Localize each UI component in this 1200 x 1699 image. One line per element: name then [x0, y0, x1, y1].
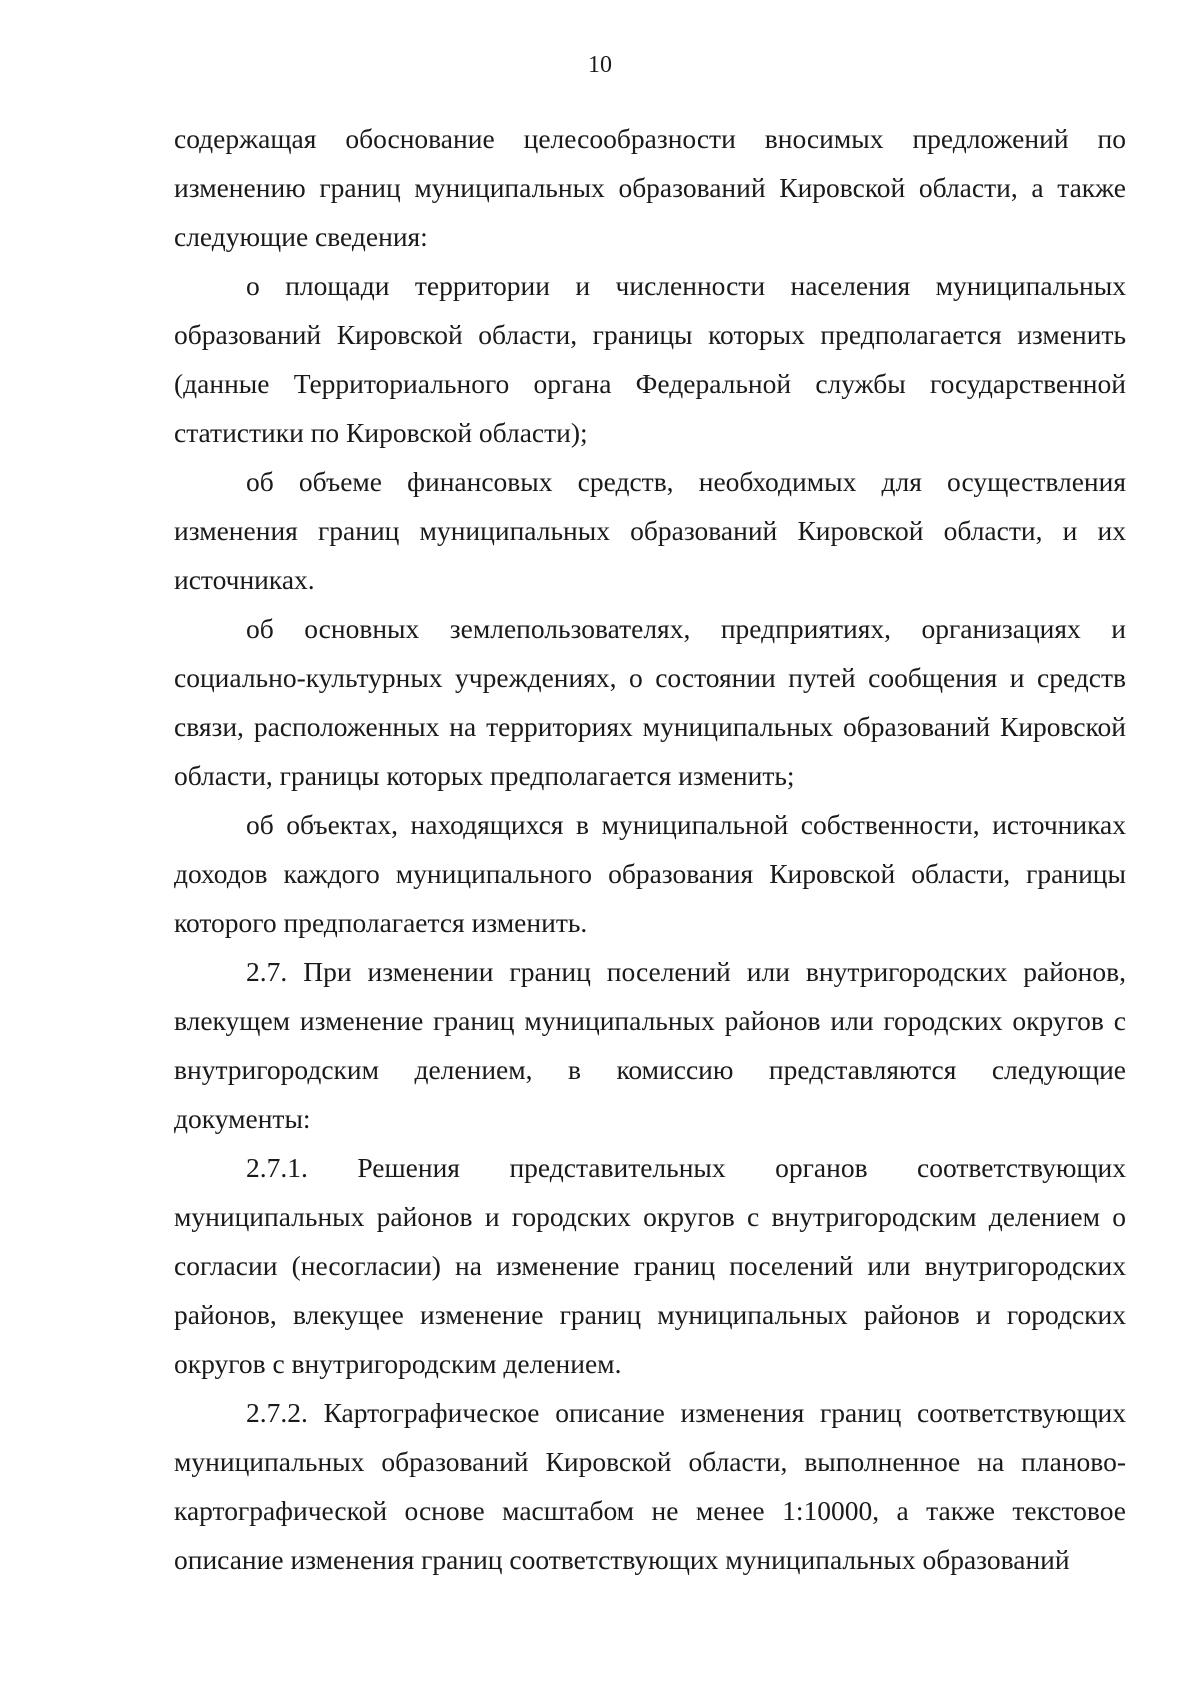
- paragraph-continuation: содержащая обоснование целесообразности вносимых предложений по изменению границ муниципальных образований Кировской области, а также следующие сведения:: [174, 123, 1126, 252]
- paragraph-section-2-7-1: 2.7.1. Решения представительных органов соответствующих муниципальных районов и городских округов с внутригородским делением о согласии (несогласии) на изменение границ поселений или внутригородских районов, влекущее изменение границ муниципальных районов и городских округов с внутригородским делением.: [174, 1152, 1126, 1379]
- paragraph-section-2-7: 2.7. При изменении границ поселений или внутригородских районов, влекущем изменение границ муниципальных районов или городских округов с внутригородским делением, в комиссию представляются следующие документы:: [174, 956, 1126, 1134]
- paragraph-area-population: о площади территории и численности населения муниципальных образований Кировской области, границы которых предполагается изменить (данные Территориального органа Федеральной службы государственной статистики по Кировской области);: [174, 270, 1126, 448]
- document-body: [174, 114, 1126, 1584]
- paragraph-section-2-7-2: 2.7.2. Картографическое описание изменения границ соответствующих муниципальных образований Кировской области, выполненное на планово-картографической основе масштабом не менее 1:10000, а также текстовое описание изменения границ соответствующих муниципальных образований: [174, 1397, 1126, 1575]
- page-number: 10: [588, 52, 612, 78]
- paragraph-municipal-property: об объектах, находящихся в муниципальной собственности, источниках доходов каждого муниципального образования Кировской области, границы которого предполагается изменить.: [174, 809, 1126, 938]
- paragraph-financial-resources: об объеме финансовых средств, необходимых для осуществления изменения границ муниципальных образований Кировской области, и их источниках.: [174, 466, 1126, 595]
- paragraph-land-users: об основных землепользователях, предприятиях, организациях и социально-культурных учреждениях, о состоянии путей сообщения и средств связи, расположенных на территориях муниципальных образований Кировской области, границы которых предполагается изменить;: [174, 613, 1126, 791]
